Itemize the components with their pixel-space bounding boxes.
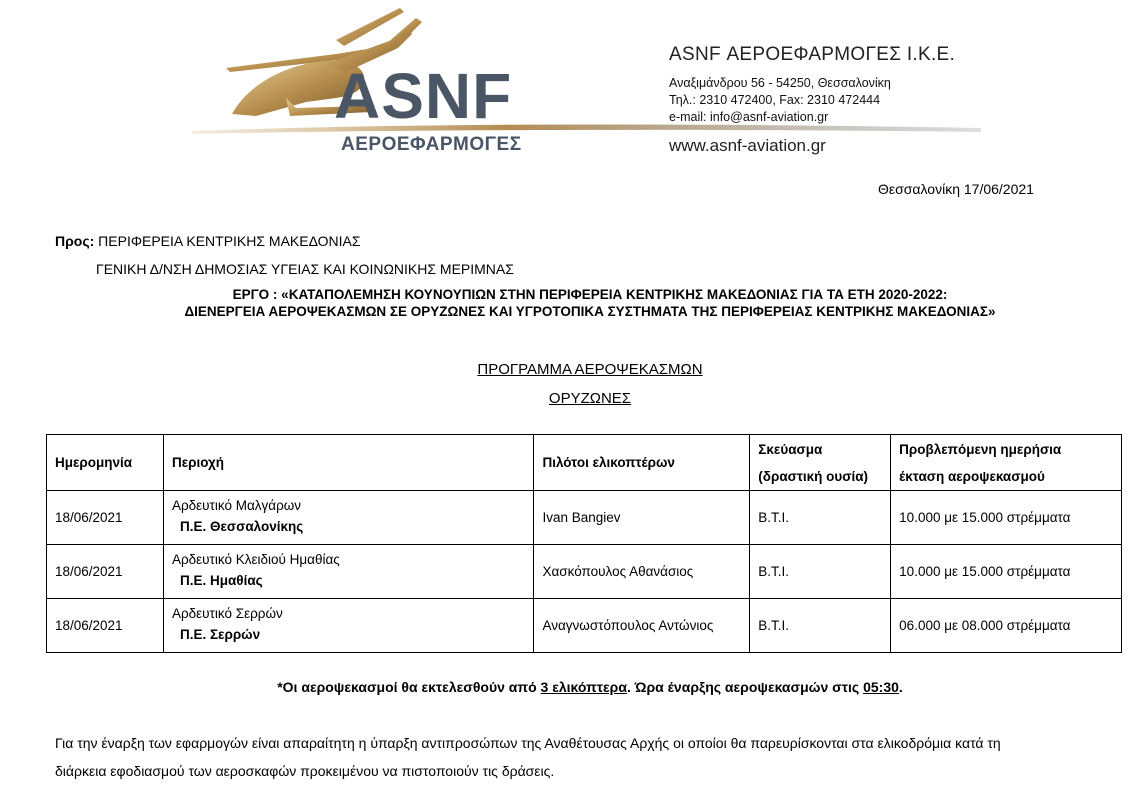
operation-note: *Οι αεροψεκασμοί θα εκτελεσθούν από 3 ελικόπτερα. Ώρα έναρξης αεροψεκασμών στις 05:30. [277,679,903,695]
header-area: Προβλεπόμενη ημερήσια έκταση αεροψεκασμού [891,435,1122,491]
cell-product: B.T.I. [750,599,891,653]
document-date: Θεσσαλονίκη 17/06/2021 [878,181,1034,197]
company-website[interactable]: www.asnf-aviation.gr [669,136,826,155]
table-header-row [47,435,1122,491]
schedule-subtitle: ΟΡΥΖΩΝΕΣ [548,390,632,407]
header-product: Σκεύασμα (δραστική ουσία) [750,435,891,491]
cell-area: 06.000 με 08.000 στρέμματα [891,599,1122,653]
cell-pilot: Ivan Bangiev [534,491,750,545]
table-row [47,599,1122,653]
project-title-line-1: ΕΡΓΟ : «ΚΑΤΑΠΟΛΕΜΗΣΗ ΚΟΥΝΟΥΠΙΩΝ ΣΤΗΝ ΠΕΡΙΦΕΡΕΙΑ ΚΕΝΤΡΙΚΗΣ ΜΑΚΕΔΟΝΙΑΣ ΓΙΑ ΤΑ ΕΤΗ 2020-2022: [232,287,948,302]
table-row [47,491,1122,545]
recipient-line-2: ΓΕΝΙΚΗ Δ/ΝΣΗ ΔΗΜΟΣΙΑΣ ΥΓΕΙΑΣ ΚΑΙ ΚΟΙΝΩΝΙΚΗΣ ΜΕΡΙΜΝΑΣ [96,261,514,277]
recipient-org: ΠΕΡΙΦΕΡΕΙΑ ΚΕΝΤΡΙΚΗΣ ΜΑΚΕΔΟΝΙΑΣ [98,233,361,249]
cell-product: B.T.I. [750,545,891,599]
cell-date: 18/06/2021 [47,545,164,599]
project-title-line-2: ΔΙΕΝΕΡΓΕΙΑ ΑΕΡΟΨΕΚΑΣΜΩΝ ΣΕ ΟΡΥΖΩΝΕΣ ΚΑΙ ΥΓΡΟΤΟΠΙΚΑ ΣΥΣΤΗΜΑΤΑ ΤΗΣ ΠΕΡΙΦΕΡΕΙΑΣ ΚΕΝΤΡΙΚΗΣ ΜΑΚΕΔΟΝΙΑΣ» [184,304,996,319]
cell-pilot: Χασκόπουλος Αθανάσιος [534,545,750,599]
company-address: Αναξιμάνδρου 56 - 54250, Θεσσαλονίκη [669,76,891,90]
start-time: 05:30 [863,679,899,695]
company-name: ASNF ΑΕΡΟΕΦΑΡΜΟΓΕΣ Ι.Κ.Ε. [669,44,956,65]
table-row [47,545,1122,599]
cell-region: Αρδευτικό Μαλγάρων Π.Ε. Θεσσαλονίκης [163,491,534,545]
cell-product: B.T.I. [750,491,891,545]
header-date: Ημερομηνία [47,435,164,491]
header-pilots: Πιλότοι ελικοπτέρων [534,435,750,491]
company-email: e-mail: info@asnf-aviation.gr [669,110,829,124]
cell-region: Αρδευτικό Κλειδιού Ημαθίας Π.Ε. Ημαθίας [163,545,534,599]
cell-pilot: Αναγνωστόπουλος Αντώνιος [534,599,750,653]
company-phone-fax: Τηλ.: 2310 472400, Fax: 2310 472444 [669,93,881,107]
logo-wordmark: ASNF [334,60,513,132]
cell-region: Αρδευτικό Σερρών Π.Ε. Σερρών [163,599,534,653]
info-paragraph-line-2: διάρκεια εφοδιασμού των αεροσκαφών προκειμένου να πιστοποιούν τις δράσεις. [55,763,555,779]
recipient-line-1 [55,233,361,249]
cell-area: 10.000 με 15.000 στρέμματα [891,545,1122,599]
cell-date: 18/06/2021 [47,599,164,653]
helicopter-count: 3 ελικόπτερα [540,679,627,695]
header-region: Περιοχή [163,435,534,491]
cell-date: 18/06/2021 [47,491,164,545]
info-paragraph-line-1: Για την έναρξη των εφαρμογών είναι απαραίτητη η ύπαρξη αντιπροσώπων της Αναθέτουσας Αρχής οι οποίοι θα παρευρίσκονται στα ελικοδρόμια κατά τη [55,735,1001,751]
logo-subtitle: ΑΕΡΟΕΦΑΡΜΟΓΕΣ [341,134,522,155]
cell-area: 10.000 με 15.000 στρέμματα [891,491,1122,545]
schedule-table [46,434,1122,653]
recipient-label: Προς: [55,233,95,249]
schedule-title: ΠΡΟΓΡΑΜΜΑ ΑΕΡΟΨΕΚΑΣΜΩΝ [477,361,703,378]
